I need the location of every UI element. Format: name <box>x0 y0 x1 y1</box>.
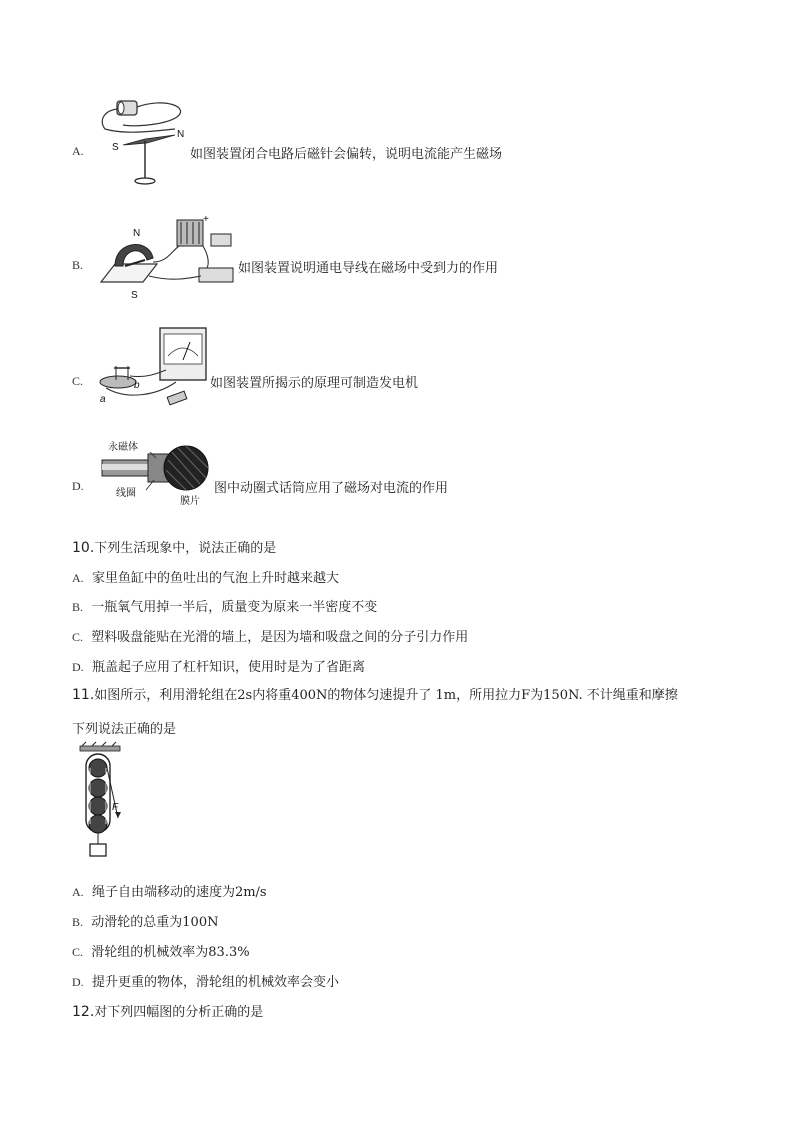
movable-pulley <box>89 815 107 833</box>
motor-principle-figure <box>97 212 237 302</box>
compass-circuit-figure <box>95 95 190 187</box>
q9-option-d-label: D. <box>72 479 84 493</box>
positive-terminal-label: + <box>203 214 209 225</box>
q9-option-d-text: 图中动圈式话筒应用了磁场对电流的作用 <box>214 481 449 496</box>
option-text: 一瓶氧气用掉一半后，质量变为原来一半密度不变 <box>91 600 378 615</box>
north-pole-label: N <box>177 129 185 140</box>
option-label: D. <box>72 660 84 674</box>
coil-label: 线圈 <box>116 488 136 499</box>
q9-option-a-text: 如图装置闭合电路后磁针会偏转，说明电流能产生磁场 <box>190 147 503 162</box>
generator-principle-figure <box>96 326 208 410</box>
question-11-stem <box>72 684 678 703</box>
question-10-option-c <box>72 626 468 645</box>
q9-option-b-label: B. <box>72 258 84 272</box>
q9-option-c-label: C. <box>72 374 84 388</box>
option-label: C. <box>72 945 84 959</box>
switch <box>199 268 233 282</box>
question-11-text-line1: 如图所示，利用滑轮组在2s内将重400N的物体匀速提升了 1m，所用拉力F为150N. 不计绳重和摩擦 <box>94 688 678 703</box>
ceiling-support <box>80 746 120 751</box>
dynamic-microphone-figure <box>98 438 213 510</box>
load-block <box>90 844 106 856</box>
option-text: 滑轮组的机械效率为83.3% <box>91 945 250 960</box>
option-label: A. <box>72 885 84 899</box>
wire-end-b-label: b <box>134 380 140 391</box>
q9-option-a-label: A. <box>72 144 84 158</box>
q9-option-c-text: 如图装置所揭示的原理可制造发电机 <box>210 376 419 391</box>
option-label: A. <box>72 571 84 585</box>
fixed-pulley <box>89 759 107 777</box>
question-11-text-line2: 下列说法正确的是 <box>72 722 177 737</box>
option-label: C. <box>72 630 84 644</box>
question-10-stem <box>72 537 276 556</box>
question-11-option-d <box>72 971 339 990</box>
question-10-option-a <box>72 567 339 586</box>
question-11-option-a <box>72 881 267 900</box>
question-10-number: 10. <box>72 540 95 556</box>
wire-end-a-label: a <box>100 394 106 405</box>
question-10-option-d <box>72 656 365 675</box>
question-12-text: 对下列四幅图的分析正确的是 <box>94 1005 264 1020</box>
south-pole-label: S <box>112 142 119 153</box>
option-text: 瓶盖起子应用了杠杆知识，使用时是为了省距离 <box>91 660 365 675</box>
movable-pulley <box>89 797 107 815</box>
permanent-magnet-label: 永磁体 <box>108 442 138 453</box>
diaphragm-label: 膜片 <box>180 496 200 507</box>
option-text: 塑料吸盘能贴在光滑的墙上，是因为墙和吸盘之间的分子引力作用 <box>91 630 469 645</box>
question-12-number: 12. <box>72 1004 95 1020</box>
question-11-option-c <box>72 941 250 960</box>
option-text: 家里鱼缸中的鱼吐出的气泡上升时越来越大 <box>91 571 339 586</box>
question-11-number: 11. <box>72 687 95 703</box>
option-text: 绳子自由端移动的速度为2m/s <box>91 885 267 900</box>
force-f-label: F <box>112 802 119 813</box>
option-label: B. <box>72 915 84 929</box>
magnet-north-label: N <box>133 228 141 239</box>
option-text: 提升更重的物体，滑轮组的机械效率会变小 <box>91 975 339 990</box>
q9-option-b-text: 如图装置说明通电导线在磁场中受到力的作用 <box>238 261 499 276</box>
question-10-option-b <box>72 596 377 615</box>
question-10-text: 下列生活现象中，说法正确的是 <box>94 541 277 556</box>
question-12-stem <box>72 1001 263 1020</box>
option-text: 动滑轮的总重为100N <box>91 915 219 930</box>
option-label: B. <box>72 600 84 614</box>
question-11-option-b <box>72 911 218 930</box>
magnet-south-label: S <box>131 290 138 301</box>
compass-needle <box>123 135 175 145</box>
magnet <box>100 376 136 388</box>
fixed-pulley <box>89 779 107 797</box>
option-label: D. <box>72 975 84 989</box>
pulley-system-figure <box>78 744 128 862</box>
